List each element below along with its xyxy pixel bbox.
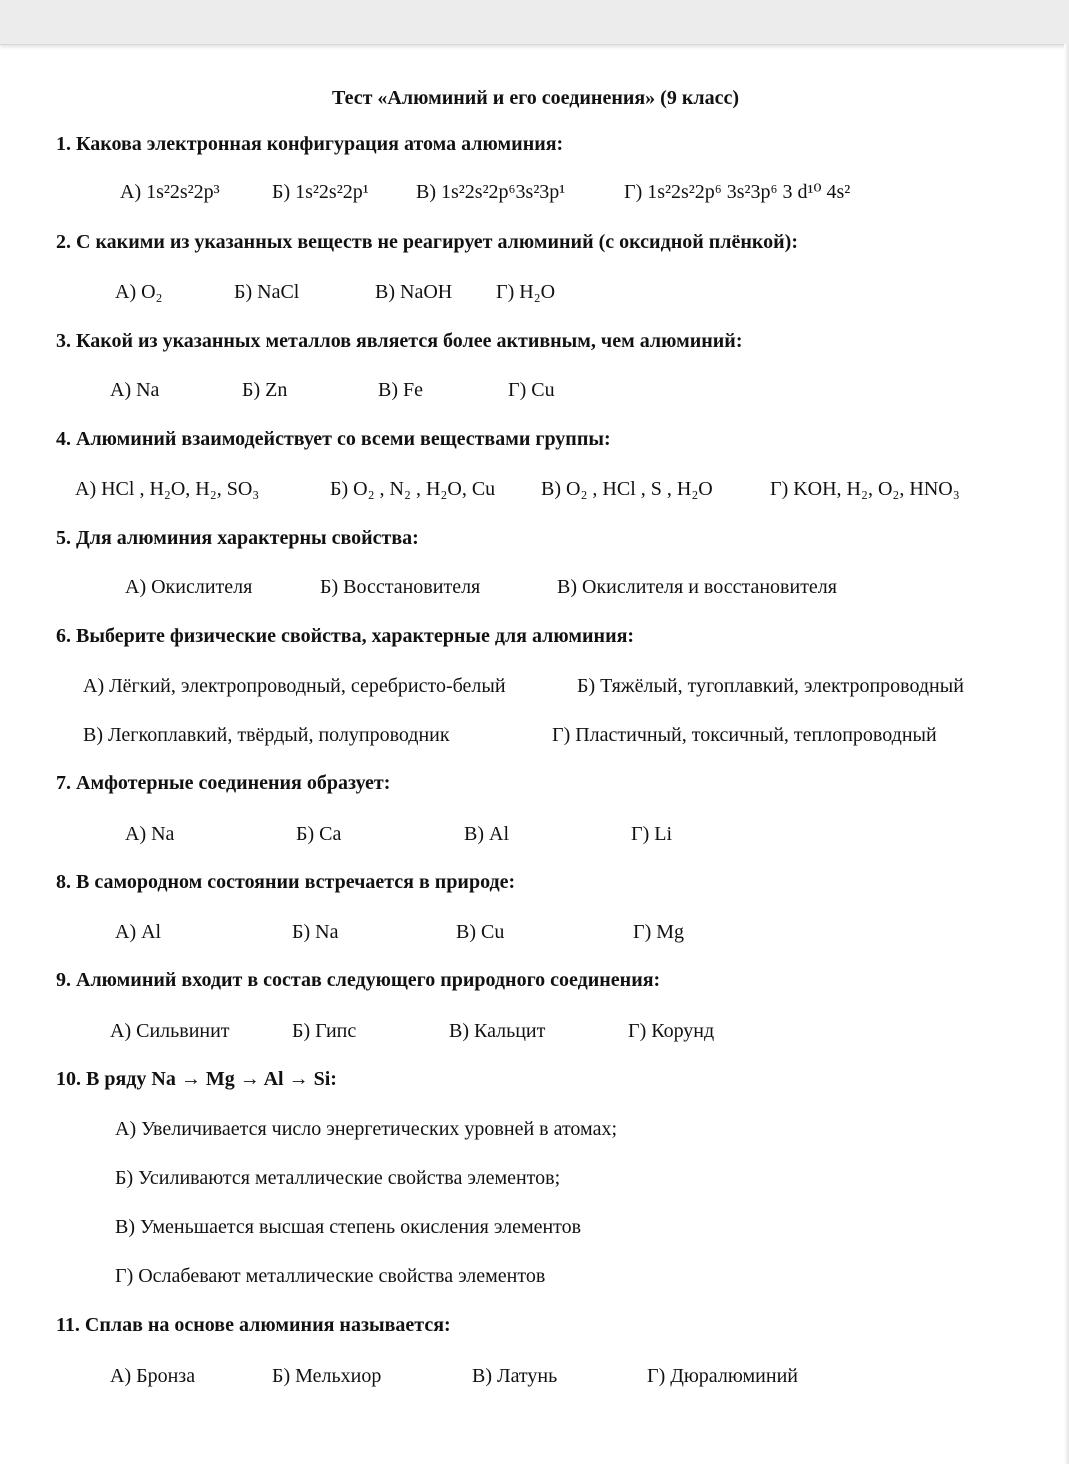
- q1-option-c: В) 1s²2s²2p⁶3s²3p¹: [416, 181, 566, 203]
- question-6-text: 6. Выберите физические свойства, характерные для алюминия:: [56, 625, 635, 647]
- q1-option-d: Г) 1s²2s²2p⁶ 3s²3p⁶ 3 d¹⁰ 4s²: [624, 181, 851, 203]
- q7-option-b: Б) Ca: [296, 823, 342, 845]
- question-4-text: 4. Алюминий взаимодействует со всеми веществами группы:: [56, 428, 611, 450]
- q11-option-b: Б) Мельхиор: [272, 1365, 382, 1387]
- q10-option-a: А) Увеличивается число энергетических уровней в атомах;: [115, 1118, 618, 1140]
- q9-option-a: А) Сильвинит: [110, 1020, 230, 1042]
- q5-option-b: Б) Восстановителя: [320, 576, 481, 598]
- q4-option-a: А) HCl , H₂O, H₂, SO₃: [75, 478, 260, 500]
- page-right-edge: [1064, 44, 1069, 1464]
- q8-option-d: Г) Mg: [633, 921, 685, 943]
- q7-option-c: В) Al: [464, 823, 509, 845]
- q4-option-c: В) O₂ , HCl , S , H₂O: [541, 478, 713, 500]
- q7-option-a: А) Na: [125, 823, 175, 845]
- question-5-text: 5. Для алюминия характерны свойства:: [56, 527, 419, 549]
- q2-option-b: Б) NaCl: [234, 281, 300, 303]
- q6-option-c: В) Легкоплавкий, твёрдый, полупроводник: [83, 724, 450, 746]
- q5-option-c: В) Окислителя и восстановителя: [557, 576, 837, 598]
- q1-option-b: Б) 1s²2s²2p¹: [272, 181, 369, 203]
- question-9-text: 9. Алюминий входит в состав следующего природного соединения:: [56, 969, 661, 991]
- q3-option-d: Г) Cu: [508, 379, 555, 401]
- q11-option-a: А) Бронза: [110, 1365, 196, 1387]
- page-title: Тест «Алюминий и его соединения» (9 класс): [332, 87, 740, 109]
- q9-option-b: Б) Гипс: [292, 1020, 357, 1042]
- q8-option-b: Б) Na: [292, 921, 339, 943]
- q4-option-b: Б) O₂ , N₂ , H₂O, Cu: [330, 478, 496, 500]
- q2-option-c: В) NaOH: [375, 281, 453, 303]
- q3-option-c: В) Fe: [378, 379, 423, 401]
- question-1-text: 1. Какова электронная конфигурация атома алюминия:: [56, 133, 564, 155]
- q4-option-d: Г) KOH, H₂, O₂, HNO₃: [770, 478, 960, 500]
- q5-option-a: А) Окислителя: [125, 576, 253, 598]
- question-2-text: 2. С какими из указанных веществ не реагирует алюминий (с оксидной плёнкой):: [56, 231, 798, 253]
- q3-option-a: А) Na: [110, 379, 160, 401]
- q10-option-d: Г) Ослабевают металлические свойства элементов: [115, 1265, 546, 1287]
- question-11-text: 11. Сплав на основе алюминия называется:: [56, 1314, 451, 1336]
- q9-option-d: Г) Корунд: [628, 1020, 715, 1042]
- q2-option-d: Г) H₂O: [496, 281, 556, 303]
- q3-option-b: Б) Zn: [242, 379, 288, 401]
- q11-option-c: В) Латунь: [472, 1365, 558, 1387]
- q2-option-a: А) O₂: [115, 281, 163, 303]
- q10-option-c: В) Уменьшается высшая степень окисления элементов: [115, 1216, 582, 1238]
- q8-option-c: В) Cu: [456, 921, 505, 943]
- question-7-text: 7. Амфотерные соединения образует:: [56, 772, 391, 794]
- q11-option-d: Г) Дюралюминий: [647, 1365, 798, 1387]
- q6-option-b: Б) Тяжёлый, тугоплавкий, электропроводный: [577, 675, 964, 697]
- q9-option-c: В) Кальцит: [449, 1020, 546, 1042]
- question-8-text: 8. В самородном состоянии встречается в природе:: [56, 871, 516, 893]
- q1-option-a: А) 1s²2s²2p³: [120, 181, 220, 203]
- question-3-text: 3. Какой из указанных металлов является более активным, чем алюминий:: [56, 330, 743, 352]
- viewer-top-bar: [0, 0, 1069, 45]
- q6-option-d: Г) Пластичный, токсичный, теплопроводный: [552, 724, 937, 746]
- q7-option-d: Г) Li: [631, 823, 672, 845]
- q6-option-a: А) Лёгкий, электропроводный, серебристо-белый: [83, 675, 506, 697]
- question-10-text: 10. В ряду Na → Mg → Al → Si:: [56, 1068, 337, 1090]
- q10-option-b: Б) Усиливаются металлические свойства элементов;: [115, 1167, 561, 1189]
- q8-option-a: А) Al: [115, 921, 162, 943]
